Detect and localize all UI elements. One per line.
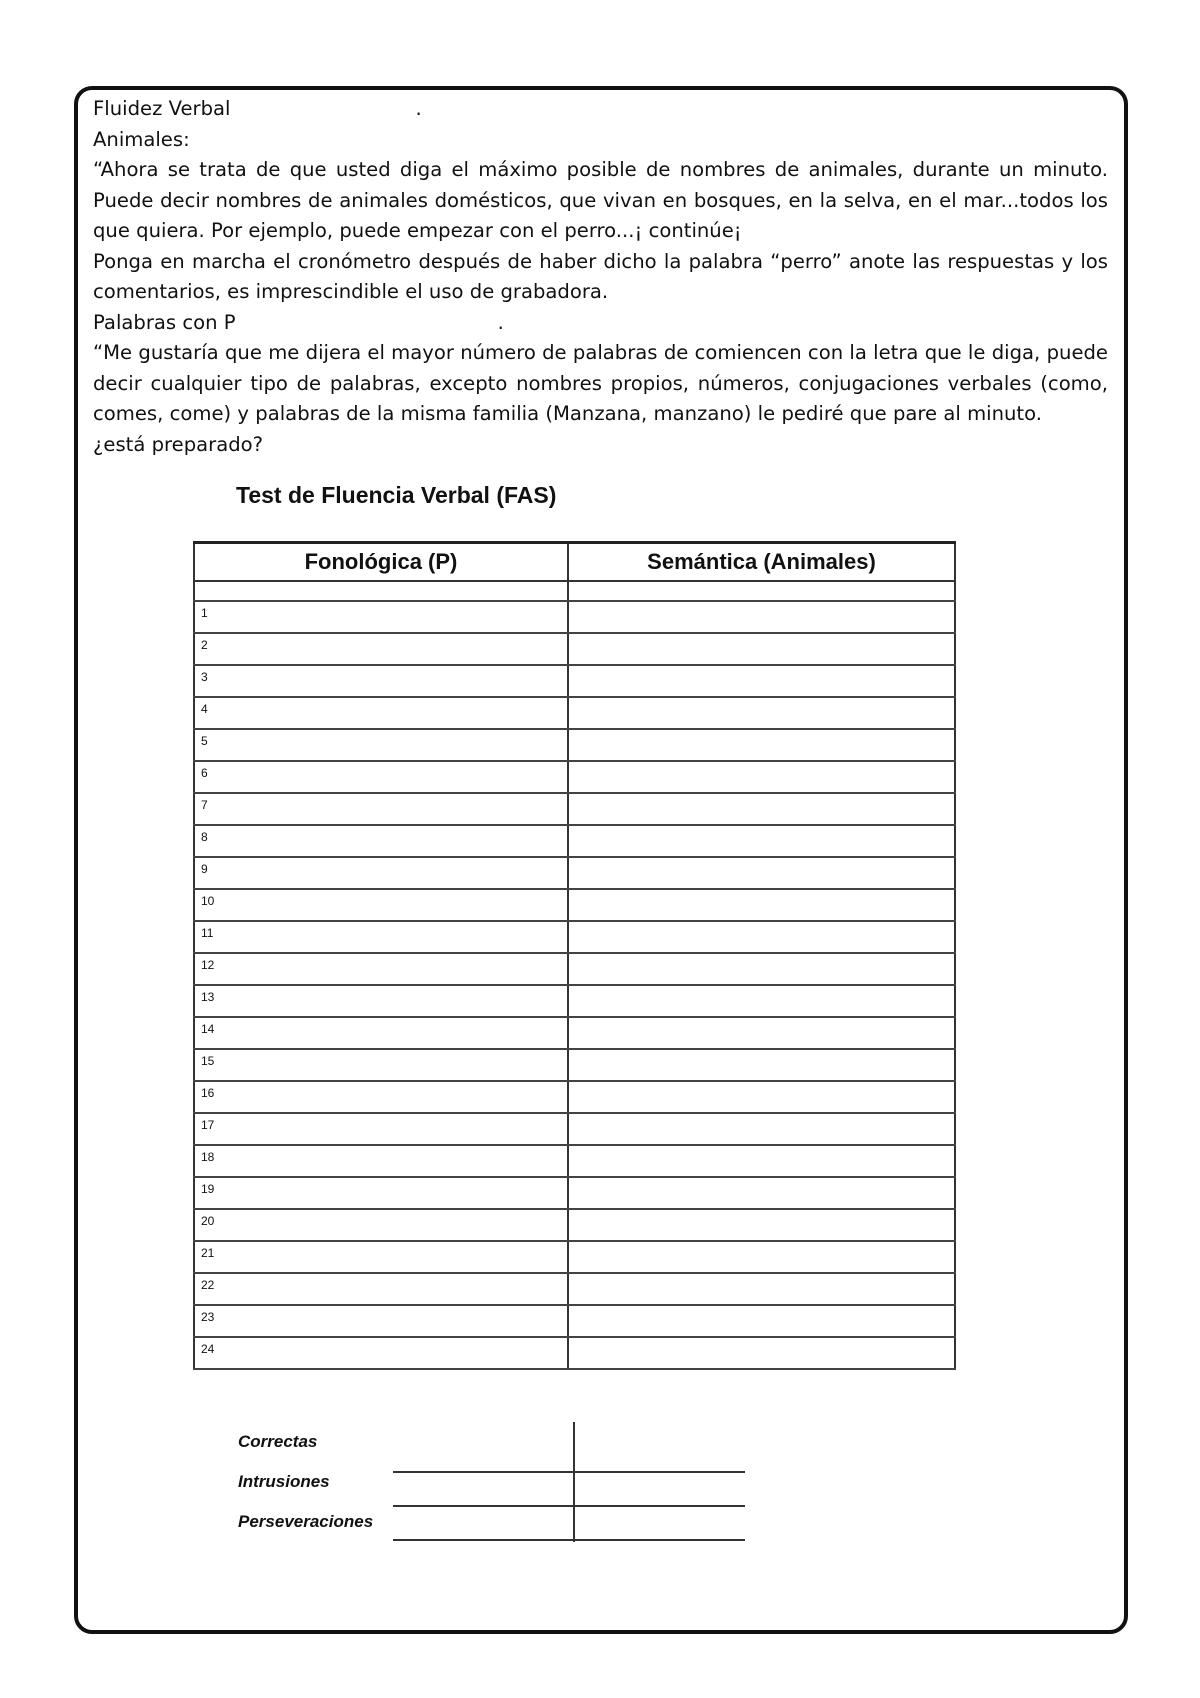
response-cell-semantica[interactable]: [568, 697, 955, 729]
row-number: 5: [201, 734, 208, 748]
response-cell-fonologica[interactable]: [194, 601, 568, 633]
table-blank-row: [194, 581, 955, 601]
response-cell-fonologica[interactable]: [194, 985, 568, 1017]
instructions-block: [93, 94, 1108, 460]
fluidez-heading-line: [93, 94, 1108, 125]
row-number: 10: [201, 894, 215, 908]
response-cell-semantica[interactable]: [568, 761, 955, 793]
response-cell-fonologica[interactable]: [194, 1113, 568, 1145]
table-row: [194, 1241, 955, 1273]
response-cell-fonologica[interactable]: [194, 1209, 568, 1241]
response-cell-semantica[interactable]: [568, 1049, 955, 1081]
table-row: [194, 1049, 955, 1081]
response-cell-semantica[interactable]: [568, 1145, 955, 1177]
table-row: [194, 665, 955, 697]
response-cell-semantica[interactable]: [568, 1273, 955, 1305]
table-row: [194, 953, 955, 985]
row-number: 9: [201, 862, 208, 876]
response-cell-fonologica[interactable]: [194, 1049, 568, 1081]
row-number: 23: [201, 1310, 215, 1324]
row-number: 13: [201, 990, 215, 1004]
palabras-label: Palabras con P: [93, 310, 236, 334]
fluidez-dot: .: [415, 97, 422, 120]
row-number: 2: [201, 638, 208, 652]
blank-cell-semantica[interactable]: [568, 581, 955, 601]
table-row: [194, 1113, 955, 1145]
row-number: 18: [201, 1150, 215, 1164]
response-cell-semantica[interactable]: [568, 1177, 955, 1209]
response-cell-fonologica[interactable]: [194, 889, 568, 921]
row-number: 24: [201, 1342, 215, 1356]
fluidez-heading: Fluidez Verbal: [93, 97, 231, 120]
table-row: [194, 1017, 955, 1049]
table-row: [194, 1081, 955, 1113]
table-row: [194, 697, 955, 729]
row-number: 22: [201, 1278, 215, 1292]
response-cell-fonologica[interactable]: [194, 793, 568, 825]
response-cell-fonologica[interactable]: [194, 697, 568, 729]
row-number: 16: [201, 1086, 215, 1100]
row-number: 8: [201, 830, 208, 844]
table-row: [194, 857, 955, 889]
row-number: 11: [201, 926, 214, 940]
row-number: 4: [201, 702, 208, 716]
response-cell-fonologica[interactable]: [194, 761, 568, 793]
response-cell-fonologica[interactable]: [194, 1305, 568, 1337]
response-cell-semantica[interactable]: [568, 953, 955, 985]
row-number: 1: [201, 606, 208, 620]
response-cell-fonologica[interactable]: [194, 1145, 568, 1177]
response-cell-semantica[interactable]: [568, 633, 955, 665]
response-cell-fonologica[interactable]: [194, 953, 568, 985]
table-row: [194, 1209, 955, 1241]
row-number: 17: [201, 1118, 215, 1132]
row-number: 19: [201, 1182, 215, 1196]
response-cell-semantica[interactable]: [568, 1241, 955, 1273]
row-number: 20: [201, 1214, 215, 1228]
blank-cell-fonologica[interactable]: [194, 581, 568, 601]
table-row: [194, 1177, 955, 1209]
response-cell-fonologica[interactable]: [194, 825, 568, 857]
correctas-answer-line[interactable]: [393, 1471, 745, 1473]
response-cell-fonologica[interactable]: [194, 1337, 568, 1369]
response-cell-fonologica[interactable]: [194, 1177, 568, 1209]
response-cell-semantica[interactable]: [568, 1209, 955, 1241]
response-cell-semantica[interactable]: [568, 825, 955, 857]
response-cell-semantica[interactable]: [568, 601, 955, 633]
response-cell-fonologica[interactable]: [194, 921, 568, 953]
animales-label: Animales:: [93, 127, 190, 151]
response-cell-semantica[interactable]: [568, 1337, 955, 1369]
table-row: [194, 1305, 955, 1337]
fas-header-row: [194, 543, 955, 582]
response-cell-semantica[interactable]: [568, 729, 955, 761]
row-number: 3: [201, 670, 208, 684]
table-row: [194, 889, 955, 921]
fas-test-title: Test de Fluencia Verbal (FAS): [236, 482, 557, 508]
table-row: [194, 793, 955, 825]
response-cell-semantica[interactable]: [568, 857, 955, 889]
row-number: 21: [201, 1246, 215, 1260]
response-cell-fonologica[interactable]: [194, 1241, 568, 1273]
response-cell-fonologica[interactable]: [194, 1017, 568, 1049]
table-row: [194, 1145, 955, 1177]
response-cell-fonologica[interactable]: [194, 665, 568, 697]
response-cell-fonologica[interactable]: [194, 729, 568, 761]
intrusiones-answer-line[interactable]: [393, 1505, 745, 1507]
column-header-fonologica: Fonológica (P): [194, 543, 568, 582]
score-column-divider: [573, 1422, 575, 1542]
fas-response-table: [193, 541, 956, 1370]
table-row: [194, 825, 955, 857]
table-row: [194, 729, 955, 761]
response-cell-semantica[interactable]: [568, 889, 955, 921]
response-cell-semantica[interactable]: [568, 793, 955, 825]
palabras-dot: .: [497, 310, 504, 334]
row-number: 15: [201, 1054, 215, 1068]
response-cell-semantica[interactable]: [568, 1017, 955, 1049]
palabras-instruction-main: “Me gustaría que me dijera el mayor número de palabras de comiencen con la letra que le diga, puede decir cualquier tipo de palabras, excepto nombres propios, números, conjugaciones verbales (como, comes, come) y palabras de la misma familia (Manzana, manzano) le pediré que pare al minuto.: [93, 341, 1108, 425]
response-cell-semantica[interactable]: [568, 921, 955, 953]
score-label-perseveraciones: Perseveraciones: [238, 1512, 374, 1531]
palabras-instruction-question: ¿está preparado?: [93, 432, 264, 456]
row-number: 14: [201, 1022, 215, 1036]
animales-instruction: “Ahora se trata de que usted diga el máximo posible de nombres de animales, durante un minuto. Puede decir nombres de animales domésticos, que vivan en bosques, en la selva, en el mar...todos los que quiera. Por ejemplo, puede empezar con el perro...¡ continúe¡: [93, 158, 1108, 242]
score-label-intrusiones: Intrusiones: [238, 1472, 330, 1491]
column-header-semantica: Semántica (Animales): [568, 543, 955, 582]
response-cell-semantica[interactable]: [568, 665, 955, 697]
table-row: [194, 601, 955, 633]
response-cell-semantica[interactable]: [568, 985, 955, 1017]
response-cell-fonologica[interactable]: [194, 1273, 568, 1305]
palabras-heading-line: [93, 308, 1108, 339]
row-number: 7: [201, 798, 208, 812]
fas-table-body: [194, 581, 955, 1369]
response-cell-fonologica[interactable]: [194, 1081, 568, 1113]
response-cell-semantica[interactable]: [568, 1081, 955, 1113]
table-row: [194, 1337, 955, 1369]
row-number: 6: [201, 766, 208, 780]
score-label-correctas: Correctas: [238, 1432, 318, 1451]
response-cell-fonologica[interactable]: [194, 633, 568, 665]
table-row: [194, 633, 955, 665]
row-number: 12: [201, 958, 215, 972]
cronometro-instruction: Ponga en marcha el cronómetro después de haber dicho la palabra “perro” anote las respuestas y los comentarios, es imprescindible el uso de grabadora.: [93, 249, 1108, 303]
table-row: [194, 921, 955, 953]
response-cell-semantica[interactable]: [568, 1113, 955, 1145]
table-row: [194, 761, 955, 793]
table-row: [194, 985, 955, 1017]
table-row: [194, 1273, 955, 1305]
palabras-instruction: [93, 338, 1108, 460]
response-cell-semantica[interactable]: [568, 1305, 955, 1337]
response-cell-fonologica[interactable]: [194, 857, 568, 889]
perseveraciones-answer-line[interactable]: [393, 1539, 745, 1541]
